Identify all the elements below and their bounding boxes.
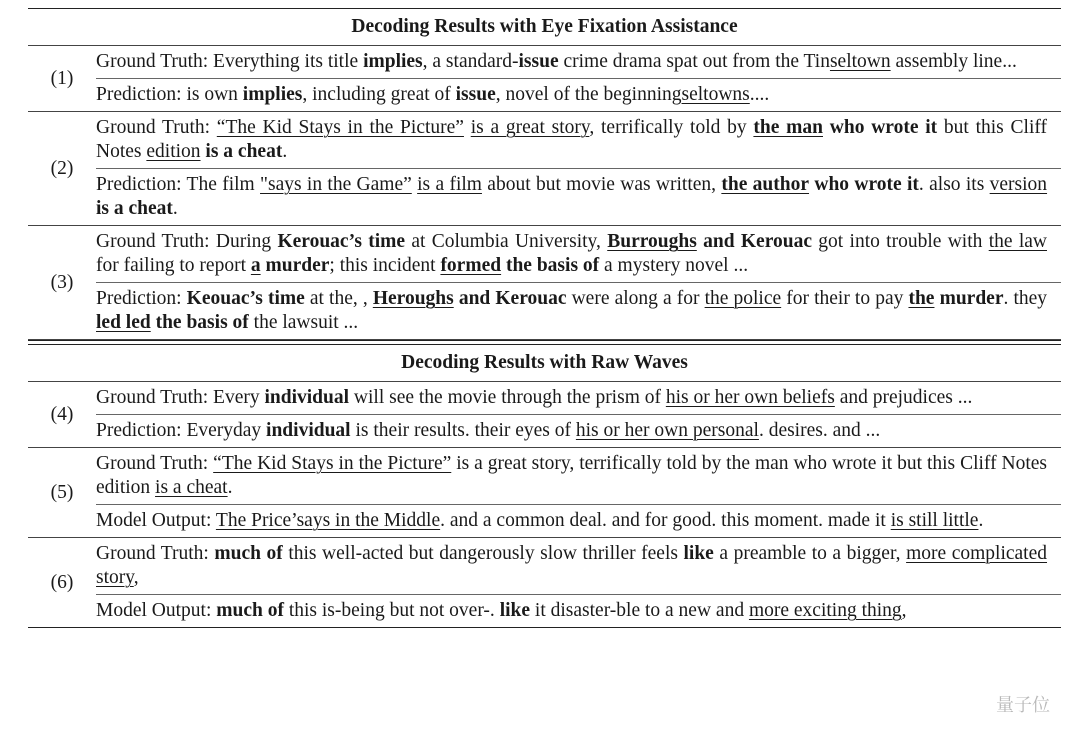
ground-truth-row: Ground Truth: “The Kid Stays in the Picture” is a great story, terrifically told by the man who wrote it but this Cliff Notes edition is a cheat. xyxy=(96,117,1048,162)
prediction-row: Prediction: is own implies, including great of issue, novel of the beginningseltowns.... xyxy=(96,78,1061,111)
example-number: (6) xyxy=(50,571,74,593)
prediction-row: Prediction: The film "says in the Game” is a film about but movie was written, the author who wrote it. also its version is a cheat. xyxy=(96,168,1061,225)
highlighted-phrase: Burroughs xyxy=(607,231,697,252)
example-number: (1) xyxy=(50,67,74,89)
highlighted-phrase: like xyxy=(499,600,531,621)
highlighted-phrase: his or her own personal xyxy=(575,420,759,441)
highlighted-phrase: murder xyxy=(939,288,1004,309)
highlighted-phrase: seltown xyxy=(829,51,891,72)
highlighted-phrase: the basis of xyxy=(155,312,249,333)
highlighted-phrase: led led xyxy=(96,312,151,333)
highlighted-phrase: individual xyxy=(264,387,350,408)
highlighted-phrase: more exciting thing xyxy=(748,600,902,621)
example-number: (2) xyxy=(50,157,74,179)
section-raw-waves xyxy=(28,345,1061,628)
highlighted-phrase: a xyxy=(250,255,261,276)
example-number: (3) xyxy=(50,271,74,293)
highlighted-phrase: and Kerouac xyxy=(703,231,812,252)
highlighted-phrase: is a great story xyxy=(470,117,590,138)
highlighted-phrase: issue xyxy=(518,51,559,72)
example-number: (4) xyxy=(50,403,74,425)
highlighted-phrase: implies xyxy=(242,84,303,105)
highlighted-phrase: the law xyxy=(988,231,1047,252)
highlighted-phrase: the police xyxy=(704,288,782,309)
ground-truth-row: Ground Truth: Every individual will see the movie through the prism of his or her own beliefs and prejudices ... xyxy=(96,387,973,408)
prediction-row: Prediction: Keouac’s time at the, , Heroughs and Kerouac were along a for the police for their to pay the murder. they led led the basis of the lawsuit ... xyxy=(96,282,1061,339)
example-group xyxy=(28,448,1061,538)
highlighted-phrase: murder xyxy=(265,255,330,276)
ground-truth-row: Ground Truth: “The Kid Stays in the Picture” is a great story, terrifically told by the man who wrote it but this Cliff Notes edition is a cheat. xyxy=(96,453,1048,498)
highlighted-phrase: more complicated story xyxy=(96,543,1048,588)
example-group xyxy=(28,226,1061,340)
highlighted-phrase: “The Kid Stays in the Picture” xyxy=(216,117,464,138)
highlighted-phrase: The Price’says in the Middle xyxy=(215,510,441,531)
highlighted-phrase: is a cheat xyxy=(205,141,283,162)
watermark-logo: 量子位 xyxy=(996,695,1050,716)
highlighted-phrase: is a film xyxy=(417,174,482,195)
ground-truth-row: Ground Truth: During Kerouac’s time at Columbia University, Burroughs and Kerouac got into trouble with the law for failing to report a murder; this incident formed the basis of a mystery novel ... xyxy=(96,231,1047,276)
highlighted-phrase: issue xyxy=(455,84,496,105)
prediction-row: Prediction: Everyday individual is their results. their eyes of his or her own personal. desires. and ... xyxy=(96,414,1061,447)
example-group xyxy=(28,112,1061,226)
highlighted-phrase: implies xyxy=(363,51,423,72)
example-group xyxy=(28,382,1061,448)
highlighted-phrase: who wrote it xyxy=(814,174,919,195)
example-group xyxy=(28,46,1061,112)
highlighted-phrase: is a cheat xyxy=(155,477,228,498)
highlighted-phrase: seltowns xyxy=(681,84,750,105)
highlighted-phrase: individual xyxy=(266,420,351,441)
results-table xyxy=(28,8,1061,628)
highlighted-phrase: much of xyxy=(214,543,283,564)
highlighted-phrase: edition xyxy=(146,141,201,162)
ground-truth-row: Ground Truth: much of this well-acted but dangerously slow thriller feels like a preamble to a bigger, more complicated story, xyxy=(96,543,1048,588)
highlighted-phrase: "says in the Game” xyxy=(260,174,412,195)
highlighted-phrase: the author xyxy=(721,174,810,195)
highlighted-phrase: his or her own beliefs xyxy=(665,387,835,408)
section-title: Decoding Results with Raw Waves xyxy=(28,345,1061,382)
highlighted-phrase: the man xyxy=(753,117,823,138)
highlighted-phrase: like xyxy=(683,543,714,564)
section-eye-fixation xyxy=(28,9,1061,340)
section-title: Decoding Results with Eye Fixation Assistance xyxy=(28,9,1061,46)
highlighted-phrase: much of xyxy=(216,600,284,621)
highlighted-phrase: version xyxy=(989,174,1048,195)
highlighted-phrase: the basis of xyxy=(505,255,600,276)
highlighted-phrase: formed xyxy=(440,255,502,276)
ground-truth-row: Ground Truth: Everything its title implies, a standard-issue crime drama spat out from the Tinseltown assembly line... xyxy=(96,51,1017,72)
highlighted-phrase: “The Kid Stays in the Picture” xyxy=(213,453,452,474)
highlighted-phrase: the xyxy=(908,288,935,309)
example-number: (5) xyxy=(50,481,74,503)
example-group xyxy=(28,538,1061,628)
prediction-row: Model Output: much of this is-being but not over-. like it disaster-ble to a new and more exciting thing, xyxy=(96,594,1061,627)
highlighted-phrase: Kerouac’s time xyxy=(277,231,406,252)
highlighted-phrase: Heroughs xyxy=(372,288,454,309)
highlighted-phrase: is a cheat xyxy=(96,198,173,219)
highlighted-phrase: who wrote it xyxy=(829,117,938,138)
highlighted-phrase: is still little xyxy=(890,510,979,531)
prediction-row: Model Output: The Price’says in the Middle. and a common deal. and for good. this moment. made it is still little. xyxy=(96,504,1061,537)
highlighted-phrase: and Kerouac xyxy=(458,288,567,309)
highlighted-phrase: Keouac’s time xyxy=(186,288,305,309)
